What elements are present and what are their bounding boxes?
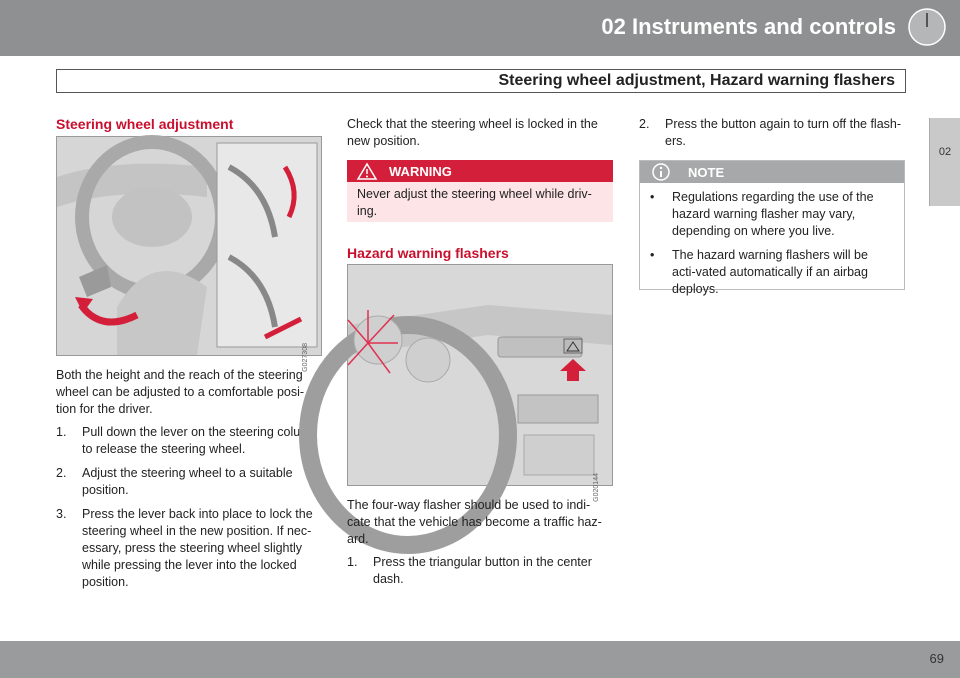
chapter-title: 02 Instruments and controls — [601, 14, 896, 39]
section-title: Steering wheel adjustment, Hazard warning flashers — [498, 72, 895, 89]
list-item: 2. Adjust the steering wheel to a suitable position. — [56, 466, 293, 497]
check-text: Check that the steering wheel is locked in the new position. — [347, 117, 598, 148]
list-item: 3. Press the lever back into place to lock the steering wheel in the new position. If nec-essary, press the steering wheel slightly while pressing the lever into the locked position. — [56, 507, 313, 589]
note-header — [640, 161, 904, 183]
header-bar — [0, 0, 960, 56]
hazard-steps — [347, 554, 613, 588]
column-1 — [56, 116, 322, 132]
column-2 — [347, 116, 613, 150]
list-item: • The hazard warning flashers will be acti-vated automatically if an airbag deploys. — [650, 248, 868, 296]
warning-title: WARNING — [389, 164, 452, 179]
hazard-steps-cont — [639, 116, 905, 150]
hazard-illustration — [348, 265, 612, 485]
steering-heading: Steering wheel adjustment — [56, 116, 234, 132]
hazard-figure — [347, 264, 613, 502]
warning-header — [347, 160, 613, 182]
steering-figure-code: G027308 — [302, 343, 309, 372]
hazard-figure-code: G020144 — [593, 473, 600, 502]
list-item: 1. Press the triangular button in the center dash. — [347, 555, 592, 586]
footer-bar — [0, 641, 960, 678]
chapter-tab — [929, 118, 960, 206]
column-3 — [639, 116, 905, 157]
section-title-box — [56, 69, 906, 93]
steering-text — [56, 367, 322, 598]
hazard-desc: The four-way flasher should be used to indi-cate that the vehicle has become a traffic haz-ard. — [347, 498, 602, 546]
warning-icon — [357, 163, 377, 180]
warning-text: Never adjust the steering wheel while driv-ing. — [357, 187, 592, 218]
gauge-icon — [906, 6, 948, 48]
steering-steps — [56, 424, 322, 591]
note-box — [639, 160, 905, 296]
steering-intro: Both the height and the reach of the steering wheel can be adjusted to a comfortable posi-tion for the driver. — [56, 368, 305, 416]
steering-illustration — [57, 137, 321, 355]
warning-box — [347, 160, 613, 222]
list-item: 2. Press the button again to turn off the flash-ers. — [639, 117, 902, 148]
note-title: NOTE — [688, 165, 725, 180]
info-icon — [652, 163, 670, 181]
hazard-heading: Hazard warning flashers — [347, 245, 509, 261]
page-number: 69 — [929, 651, 944, 666]
list-item: • Regulations regarding the use of the hazard warning flasher may vary, depending on where you live. — [650, 190, 874, 238]
hazard-text — [347, 497, 613, 595]
chapter-tab-label: 02 — [938, 146, 952, 158]
steering-figure — [56, 136, 322, 372]
note-bullets — [640, 189, 890, 305]
list-item: 1. Pull down the lever on the steering column to release the steering wheel. — [56, 425, 318, 456]
